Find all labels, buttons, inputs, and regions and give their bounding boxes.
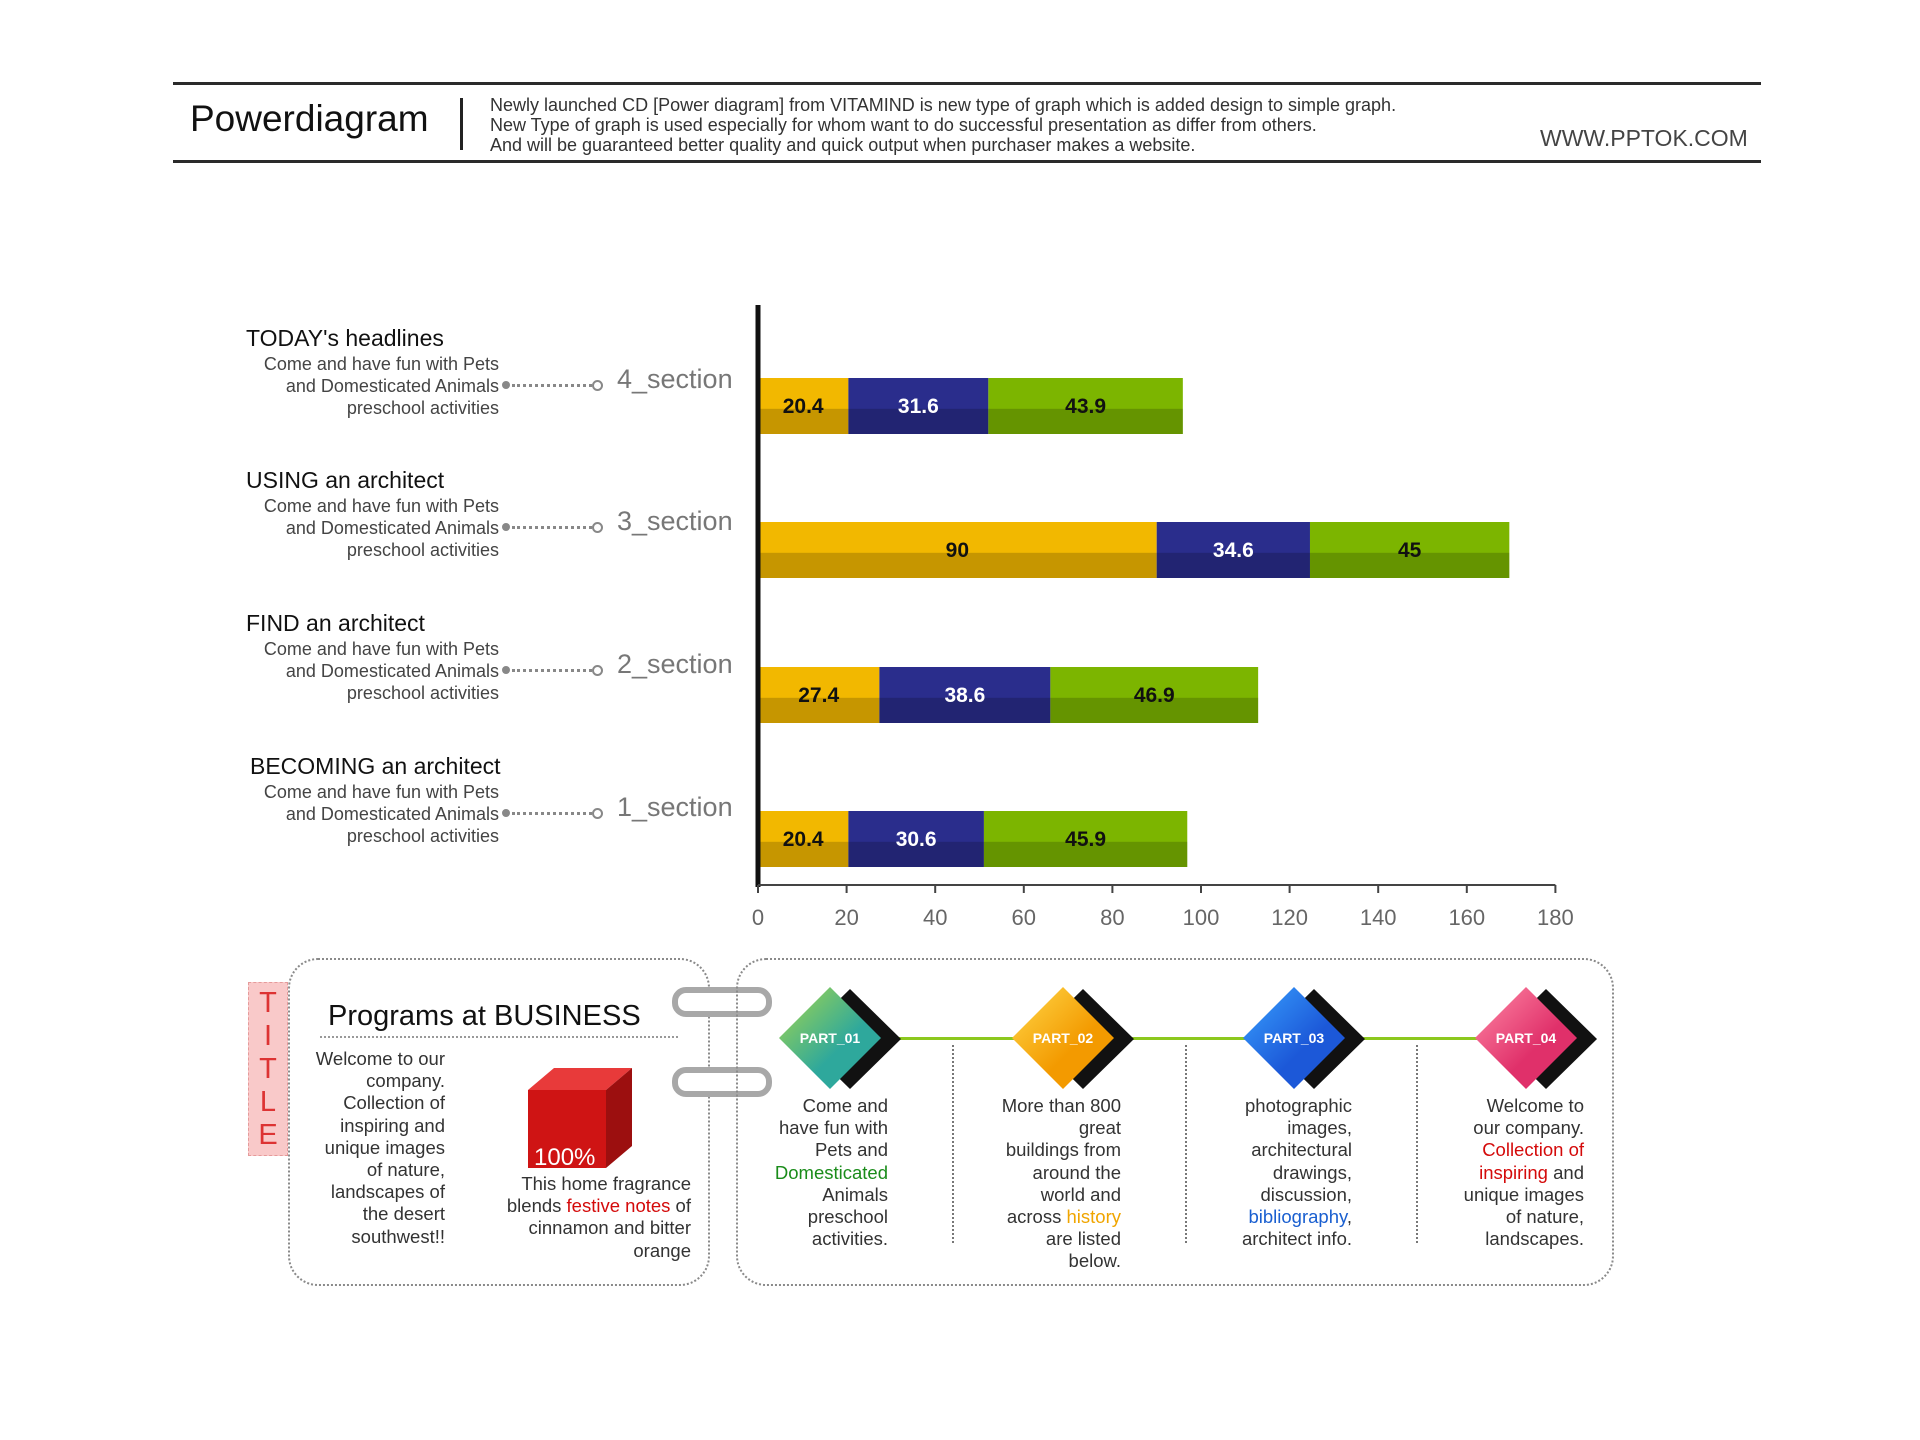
part-highlight: inspiring — [1479, 1161, 1548, 1183]
part-text-line: activities. — [811, 1228, 888, 1250]
connector-line — [512, 812, 592, 815]
part-text — [738, 1095, 888, 1250]
part-text-line — [1202, 1206, 1352, 1228]
part-text-line — [971, 1206, 1121, 1228]
intro-line: unique images — [324, 1136, 445, 1158]
bar-value-label: 46.9 — [1133, 684, 1175, 707]
x-tick-label: 20 — [834, 905, 859, 930]
part-highlight: bibliography — [1248, 1206, 1347, 1228]
part-text-line: architectural — [1251, 1139, 1352, 1161]
section-body — [237, 495, 499, 561]
title-letter: L — [259, 1086, 277, 1118]
header-top-rule — [173, 82, 1761, 85]
part-text-line: are listed — [1045, 1228, 1121, 1250]
title-letter: T — [259, 987, 277, 1019]
stacked-bar-chart — [740, 295, 1574, 945]
part-text-line: Come and — [802, 1095, 888, 1116]
part-text — [971, 1095, 1121, 1273]
intro-line: landscapes of — [330, 1181, 445, 1203]
part-text-line: around the — [1032, 1161, 1121, 1183]
intro-line: Welcome to our — [315, 1048, 445, 1069]
x-tick-label: 40 — [922, 905, 948, 930]
header-bottom-rule — [173, 160, 1761, 163]
section-body-line: and Domesticated Animals — [285, 518, 499, 538]
part-text-line: Collection of — [1482, 1139, 1584, 1161]
x-tick-label: 180 — [1537, 905, 1574, 930]
part-text-line: images, — [1287, 1117, 1352, 1139]
section-body-line: preschool activities — [346, 398, 499, 418]
part-label: PART_01 — [799, 1030, 861, 1046]
part-text-line: drawings, — [1272, 1161, 1352, 1183]
bar-value-label: 45.9 — [1065, 828, 1107, 851]
part-text — [1202, 1095, 1352, 1250]
title-tag — [248, 982, 288, 1156]
part-text-span: , — [1346, 1206, 1352, 1228]
part-text-line: Animals — [822, 1183, 888, 1205]
connector-ring — [592, 380, 603, 391]
part-text-line: unique images — [1463, 1183, 1584, 1205]
x-tick-label: 160 — [1448, 905, 1486, 930]
desc-line: Newly launched CD [Power diagram] from VITAMIND is new type of graph which is added design to simple graph. — [490, 95, 1397, 115]
section-body-line: Come and have fun with Pets — [263, 639, 499, 659]
x-tick-label: 100 — [1182, 905, 1220, 930]
part-text-line: Domesticated — [774, 1161, 888, 1183]
section-body-line: preschool activities — [346, 540, 499, 560]
section-body-line: Come and have fun with Pets — [263, 782, 499, 802]
programs-intro — [285, 1048, 445, 1248]
part-label: PART_02 — [1032, 1030, 1094, 1046]
desc-line: And will be guaranteed better quality and quick output when purchaser makes a website. — [490, 135, 1196, 155]
section-body-line: and Domesticated Animals — [285, 804, 499, 824]
header-description — [490, 95, 1396, 155]
fragrance-pre: This home fragrance blends — [506, 1173, 691, 1217]
programs-title: Programs at BUSINESS — [328, 1000, 641, 1032]
x-tick-label: 140 — [1359, 905, 1397, 930]
bar-value-label: 27.4 — [798, 684, 840, 707]
part-text-line — [1434, 1162, 1584, 1184]
part-text-line: Welcome to — [1486, 1095, 1584, 1116]
part-text-line: below. — [1068, 1250, 1121, 1272]
connector-line — [512, 384, 592, 387]
section-label: 2_section — [617, 649, 733, 679]
intro-line: southwest!! — [351, 1225, 445, 1247]
part-label: PART_04 — [1495, 1030, 1557, 1046]
section-title: TODAY's headlines — [246, 325, 444, 351]
connector-dot — [502, 809, 510, 817]
part-text-line: have fun with — [778, 1117, 888, 1139]
part-text-line: photographic — [1245, 1095, 1352, 1116]
part-text-line: world and — [1040, 1183, 1121, 1205]
connector-ring — [592, 665, 603, 676]
intro-line: inspiring and — [340, 1114, 445, 1136]
part-text-line: Pets and — [814, 1139, 888, 1161]
section-body-line: Come and have fun with Pets — [263, 496, 499, 516]
part-text-line: preschool — [807, 1206, 888, 1228]
programs-title-rule — [320, 1036, 678, 1038]
section-title: BECOMING an architect — [250, 753, 501, 779]
connector-dot — [502, 523, 510, 531]
part-highlight: history — [1066, 1206, 1121, 1228]
bar-value-label: 34.6 — [1212, 539, 1254, 562]
part-diamond-icon — [1239, 983, 1369, 1095]
fragrance-post: of cinnamon and bitter orange — [528, 1195, 691, 1261]
section-title: USING an architect — [246, 467, 445, 493]
part-text-line: of nature, — [1505, 1206, 1584, 1228]
part-text-span: across — [1006, 1206, 1067, 1228]
bar-value-label: 45 — [1397, 539, 1422, 562]
site-url[interactable]: WWW.PPTOK.COM — [1540, 125, 1748, 151]
x-tick-label: 80 — [1100, 905, 1125, 930]
connector-ring — [592, 808, 603, 819]
section-body — [237, 781, 499, 847]
brand-title: Powerdiagram — [190, 98, 429, 139]
x-tick-label: 0 — [751, 905, 765, 930]
section-label: 4_section — [617, 364, 733, 394]
part-text-span: and — [1547, 1161, 1584, 1183]
section-title: FIND an architect — [246, 610, 425, 636]
part-text-line: discussion, — [1260, 1183, 1352, 1205]
intro-line: the desert — [362, 1203, 445, 1225]
fragrance-highlight: festive notes — [566, 1195, 671, 1217]
intro-line: of nature, — [366, 1159, 445, 1181]
connector-line — [512, 526, 592, 529]
header-separator — [460, 98, 463, 150]
part-diamond-icon — [1471, 983, 1601, 1095]
bar-value-label: 90 — [945, 539, 970, 562]
part-text-line: architect info. — [1241, 1228, 1352, 1250]
connector-ring — [592, 522, 603, 533]
part-divider — [952, 1045, 954, 1243]
section-label: 1_section — [617, 792, 733, 822]
x-tick-label: 60 — [1011, 905, 1037, 930]
part-text — [1434, 1095, 1584, 1250]
part-text-line: buildings from — [1005, 1139, 1121, 1161]
section-label: 3_section — [617, 506, 733, 536]
desc-line: New Type of graph is used especially for whom want to do successful presentation as differ from others. — [490, 115, 1317, 135]
part-text-line: More than 800 — [1001, 1095, 1121, 1116]
cube-label: 100% — [534, 1144, 596, 1171]
part-text-line: landscapes. — [1485, 1228, 1584, 1250]
connector-dot — [502, 381, 510, 389]
x-tick-label: 120 — [1271, 905, 1308, 930]
parts-connector-line — [830, 1037, 1560, 1040]
part-diamond-icon — [1008, 983, 1138, 1095]
part-divider — [1185, 1045, 1187, 1243]
connector-dot — [502, 666, 510, 674]
section-body — [237, 638, 499, 704]
section-body-line: and Domesticated Animals — [285, 661, 499, 681]
connector-line — [512, 669, 592, 672]
section-body — [237, 353, 499, 419]
part-divider — [1416, 1045, 1418, 1243]
title-letter: E — [258, 1119, 278, 1151]
section-body-line: preschool activities — [346, 683, 499, 703]
title-letter: T — [259, 1053, 277, 1085]
section-body-line: and Domesticated Animals — [285, 376, 499, 396]
bar-value-label: 20.4 — [782, 828, 824, 851]
intro-line: company. — [366, 1070, 445, 1092]
part-text-line: great — [1078, 1117, 1121, 1139]
bar-value-label: 31.6 — [897, 395, 939, 418]
section-body-line: preschool activities — [346, 826, 499, 846]
part-diamond-icon — [775, 983, 905, 1095]
intro-line: Collection of — [343, 1092, 445, 1114]
red-cube-icon — [520, 1062, 640, 1174]
bar-value-label: 43.9 — [1065, 395, 1107, 418]
title-letter: I — [263, 1020, 273, 1052]
bar-value-label: 20.4 — [782, 395, 824, 418]
part-text-line: our company. — [1473, 1117, 1584, 1139]
bar-value-label: 30.6 — [895, 828, 937, 851]
fragrance-text — [503, 1173, 691, 1262]
part-label: PART_03 — [1263, 1030, 1325, 1046]
section-body-line: Come and have fun with Pets — [263, 354, 499, 374]
bar-value-label: 38.6 — [944, 684, 986, 707]
